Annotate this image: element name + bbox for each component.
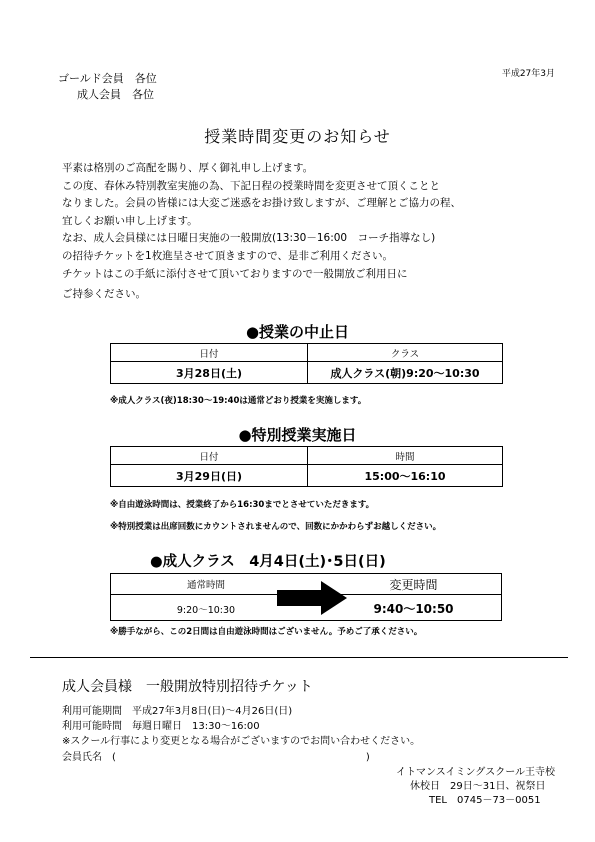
cancelled-class-note: ※成人クラス(夜)18:30～19:40は通常どおり授業を実施します。 [110,396,367,406]
right-arrow-icon [277,581,347,615]
ticket-notice: ※スクール行事により変更となる場合がございますのでお問い合わせください。 [62,736,421,747]
addressee-gold: ゴールド会員 各位 [58,72,157,85]
ticket-title: 成人会員様 一般開放特別招待チケット [62,679,313,695]
free-swim-note: ※自由遊泳時間は、授業終了から16:30までとさせていただきます。 [110,500,375,510]
body-line: 宜しくお願い申し上げます。 [62,214,198,227]
ticket-cut-line [30,657,568,658]
school-name: イトマンスイミングスクール王寺校 [396,767,555,778]
body-line: チケットはこの手紙に添付させて頂いておりますので一般開放ご利用日に [62,267,408,280]
addressee-adult: 成人会員 各位 [77,88,154,101]
body-line: 平素は格別のご高配を賜り、厚く御礼申し上げます。 [62,162,314,174]
table-cell-date: 3月29日(日) [111,465,308,487]
changed-time-value: 9:40～10:50 [373,602,454,616]
table-cell-class: 成人クラス(朝)9:20～10:30 [308,362,503,384]
body-line: ご持参ください。 [62,288,146,301]
letter-body [62,160,461,304]
no-free-swim-note: ※勝手ながら、この2日間は自由遊泳時間はございません。予めご了承ください。 [110,627,423,637]
page-title: 授業時間変更のお知らせ [204,127,391,146]
school-tel: TEL 0745－73－0051 [429,795,541,806]
body-line: なりました。会員の皆様には大変ご迷惑をお掛け致しますが、ご理解とご協力の程、 [62,197,461,210]
time-change-box [110,573,502,621]
school-holidays: 休校日 29日～31日、祝祭日 [410,781,546,792]
attendance-note: ※特別授業は出席回数にカウントされませんので、回数にかかわらずお越しください。 [110,522,442,532]
body-line: の招待チケットを1枚進呈させて頂きますので、是非ご利用ください。 [62,249,394,262]
cancelled-class-table [110,343,503,384]
table-header-class: クラス [308,344,503,362]
special-class-table [110,446,503,487]
ticket-period: 利用可能期間 平成27年3月8日(日)～4月26日(日) [62,706,293,717]
table-header-date: 日付 [111,447,308,465]
normal-time-label: 通常時間 [186,580,225,591]
table-cell-time: 15:00～16:10 [308,465,503,487]
table-header-date: 日付 [111,344,308,362]
body-line: この度、春休み特別教室実施の為、下記日程の授業時間を変更させて頂くことと [62,179,440,192]
member-name-field: 会員氏名 ( ) [62,752,370,763]
body-line: なお、成人会員様には日曜日実施の一般開放(13:30－16:00 コーチ指導なし) [62,232,436,245]
table-cell-date: 3月28日(土) [111,362,308,384]
letter-date: 平成27年3月 [501,69,555,79]
cancelled-class-heading: ●授業の中止日 [245,323,350,341]
changed-time-label: 変更時間 [389,578,438,592]
special-class-heading: ●特別授業実施日 [238,426,357,444]
table-header-time: 時間 [308,447,503,465]
adult-class-change-heading: ●成人クラス 4月4日(土)･5日(日) [150,554,386,570]
ticket-hours: 利用可能時間 毎週日曜日 13:30～16:00 [62,721,260,732]
normal-time-value: 9:20～10:30 [176,605,236,616]
school-info [396,766,555,808]
